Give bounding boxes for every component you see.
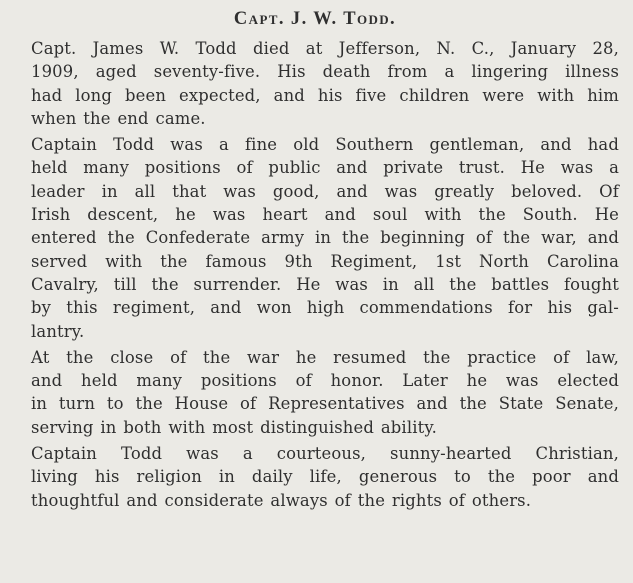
text-line: leader in all that was good, and was greatly beloved. Of [31, 181, 619, 201]
paragraph-4 [11, 442, 619, 512]
text-line: 1909, aged seventy-five. His death from a lingering illness [31, 62, 619, 82]
text-line: Irish descent, he was heart and soul with the South. He [31, 205, 619, 225]
text-line: had long been expected, and his five children were with him [31, 85, 619, 105]
obituary-heading: Capt. J. W. Todd. [233, 9, 397, 29]
paragraph-2 [11, 133, 619, 343]
text-line: Capt. James W. Todd died at Jefferson, N. C., January 28, [31, 39, 619, 58]
text-line: held many positions of public and private trust. He was a [31, 158, 619, 178]
text-line: when the end came. [31, 108, 206, 128]
paragraph-1 [11, 37, 619, 130]
text-line: served with the famous 9th Regiment, 1st North Carolina [31, 251, 619, 271]
text-line: lantry. [31, 321, 85, 341]
text-line: Captain Todd was a fine old Southern gentleman, and had [31, 135, 619, 155]
text-line: thoughtful and considerate always of the rights of others. [31, 490, 532, 510]
text-line: living his religion in daily life, generous to the poor and [31, 467, 619, 487]
text-line: by this regiment, and won high commendations for his gal- [31, 298, 619, 318]
text-line: and held many positions of honor. Later he was elected [31, 371, 619, 391]
text-line: entered the Confederate army in the beginning of the war, and [31, 228, 619, 248]
paragraph-3 [11, 346, 619, 439]
text-line: in turn to the House of Representatives and the State Senate, [31, 394, 619, 414]
text-line: Cavalry, till the surrender. He was in all the battles fought [31, 274, 619, 294]
text-line: At the close of the war he resumed the practice of law, [31, 347, 619, 367]
text-line: serving in both with most distinguished ability. [31, 417, 437, 437]
text-line: Captain Todd was a courteous, sunny-hearted Christian, [31, 444, 619, 464]
